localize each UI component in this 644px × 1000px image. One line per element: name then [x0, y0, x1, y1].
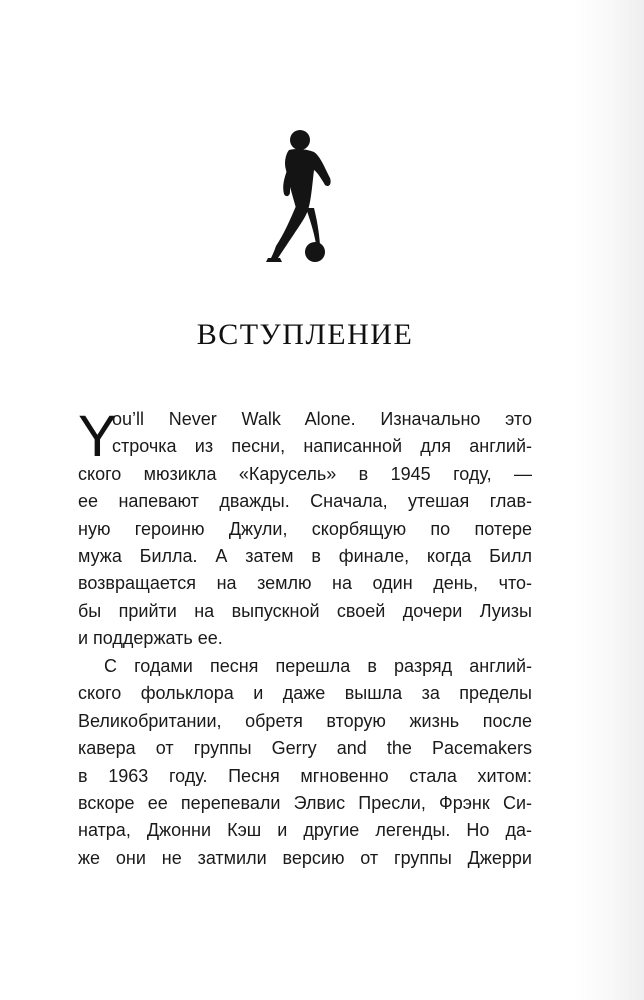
text-line: Великобритании, обретя вторую жизнь после	[78, 710, 532, 731]
text-line: ее напевают дважды. Сначала, утешая глав-	[78, 491, 532, 512]
chapter-title: ВСТУПЛЕНИЕ	[196, 318, 414, 351]
text-line: мужа Билла. А затем в финале, когда Билл	[78, 545, 532, 566]
text-line: и поддержать ее.	[78, 628, 223, 649]
text-line: С годами песня перешла в разряд англий-	[104, 656, 532, 676]
paragraph-2	[78, 653, 532, 872]
text-line: в 1963 году. Песня мгновенно стала хитом:	[78, 765, 532, 786]
page-edge-shadow	[574, 0, 644, 1000]
text-line: строчка из песни, написанной для англий-	[112, 436, 532, 457]
drop-cap: Y	[78, 404, 117, 469]
text-line: ского фольклора и даже вышла за пределы	[78, 683, 532, 704]
text-line: ского мюзикла «Карусель» в 1945 году, —	[78, 463, 532, 484]
text-line: ou’ll Never Walk Alone. Изначально это	[112, 409, 532, 429]
text-line: возвращается на землю на один день, что-	[78, 573, 532, 594]
text-line: натра, Джонни Кэш и другие легенды. Но да-	[78, 820, 532, 841]
text-line: же они не затмили версию от группы Джерри	[78, 847, 532, 868]
text-line: ную героиню Джули, скорбящую по потере	[78, 518, 532, 539]
text-line: бы прийти на выпускной своей дочери Луизы	[78, 600, 532, 621]
paragraph-1	[78, 406, 532, 653]
text-line: кавера от группы Gerry and the Pacemakers	[78, 738, 532, 759]
footballer-silhouette-icon	[262, 128, 334, 268]
text-line: вскоре ее перепевали Элвис Пресли, Фрэнк Си-	[78, 792, 532, 813]
